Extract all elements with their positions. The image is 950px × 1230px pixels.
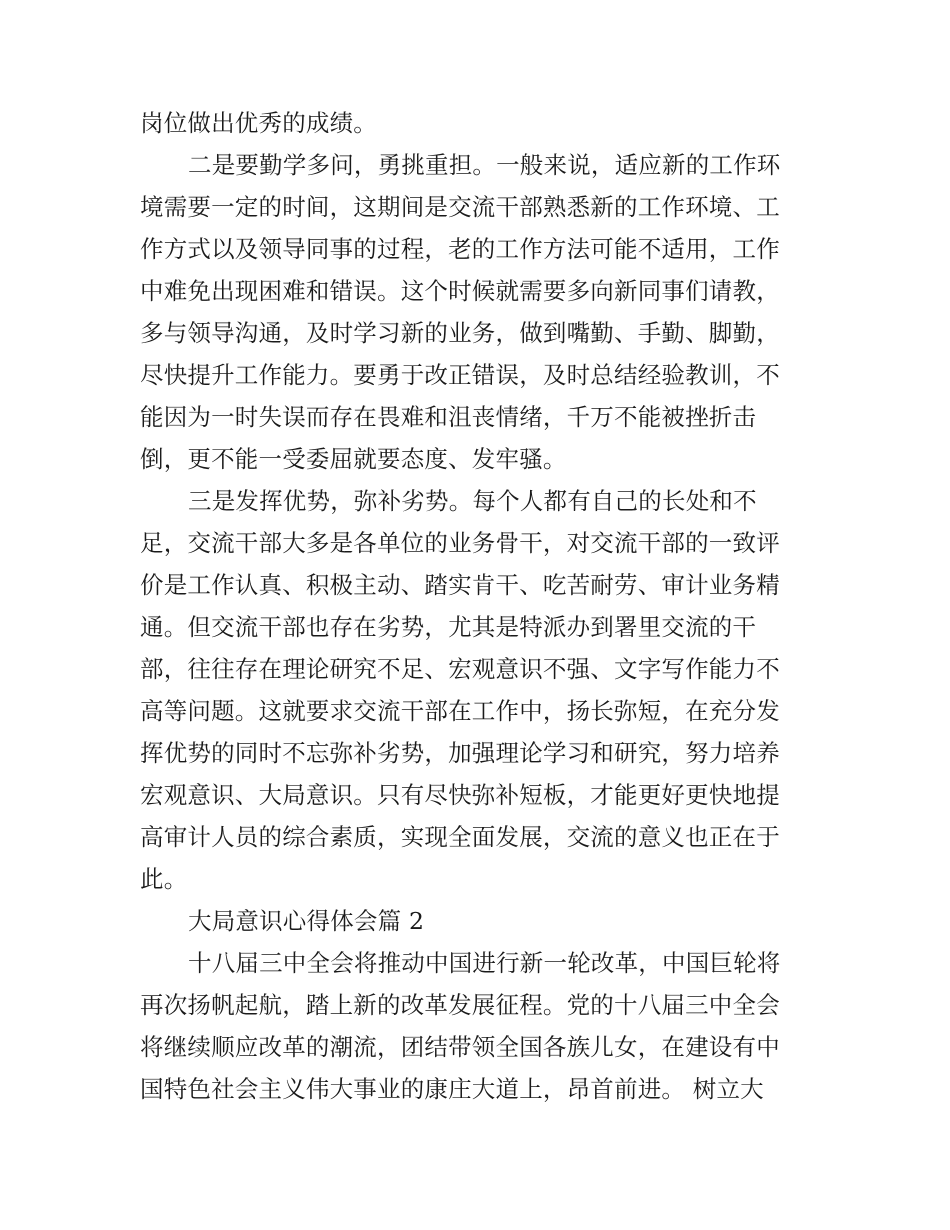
paragraph-first-line: 大局意识心得体会篇 2 <box>188 907 425 935</box>
text-line: 将继续顺应改革的潮流，团结带领全国各族儿女，在建设有中 <box>140 1033 780 1061</box>
text-line: 倒，更不能一受委屈就要态度、发牢骚。 <box>140 445 567 473</box>
text-line: 再次扬帆起航，踏上新的改革发展征程。党的十八届三中全会 <box>140 991 780 1019</box>
paragraph-first-line: 三是发挥优势，弥补劣势。每个人都有自己的长处和不 <box>188 487 757 515</box>
text-line: 多与领导沟通，及时学习新的业务，做到嘴勤、手勤、脚勤， <box>140 319 780 347</box>
text-line: 部，往往存在理论研究不足、宏观意识不强、文字写作能力不 <box>140 655 780 683</box>
paragraph-first-line: 二是要勤学多问，勇挑重担。一般来说，适应新的工作环 <box>188 151 781 179</box>
document-body <box>140 102 820 1110</box>
text-line: 挥优势的同时不忘弥补劣势，加强理论学习和研究，努力培养 <box>140 739 780 767</box>
text-line: 尽快提升工作能力。要勇于改正错误，及时总结经验教训，不 <box>140 361 780 389</box>
paragraph-first-line: 十八届三中全会将推动中国进行新一轮改革，中国巨轮将 <box>188 949 781 977</box>
text-line: 境需要一定的时间，这期间是交流干部熟悉新的工作环境、工 <box>140 193 780 221</box>
text-line: 中难免出现困难和错误。这个时候就需要多向新同事们请教， <box>140 277 780 305</box>
text-line: 此。 <box>140 865 188 893</box>
text-line: 岗位做出优秀的成绩。 <box>140 109 377 137</box>
text-line: 高等问题。这就要求交流干部在工作中，扬长弥短，在充分发 <box>140 697 780 725</box>
text-line: 宏观意识、大局意识。只有尽快弥补短板，才能更好更快地提 <box>140 781 780 809</box>
text-line: 高审计人员的综合素质，实现全面发展，交流的意义也正在于 <box>140 823 780 851</box>
text-line: 通。但交流干部也存在劣势，尤其是特派办到署里交流的干 <box>140 613 757 641</box>
text-line: 国特色社会主义伟大事业的康庄大道上，昂首前进。 树立大 <box>140 1075 764 1103</box>
text-line: 作方式以及领导同事的过程，老的工作方法可能不适用，工作 <box>140 235 780 263</box>
text-line: 足，交流干部大多是各单位的业务骨干，对交流干部的一致评 <box>140 529 780 557</box>
text-line: 价是工作认真、积极主动、踏实肯干、吃苦耐劳、审计业务精 <box>140 571 780 599</box>
text-line: 能因为一时失误而存在畏难和沮丧情绪，千万不能被挫折击 <box>140 403 757 431</box>
